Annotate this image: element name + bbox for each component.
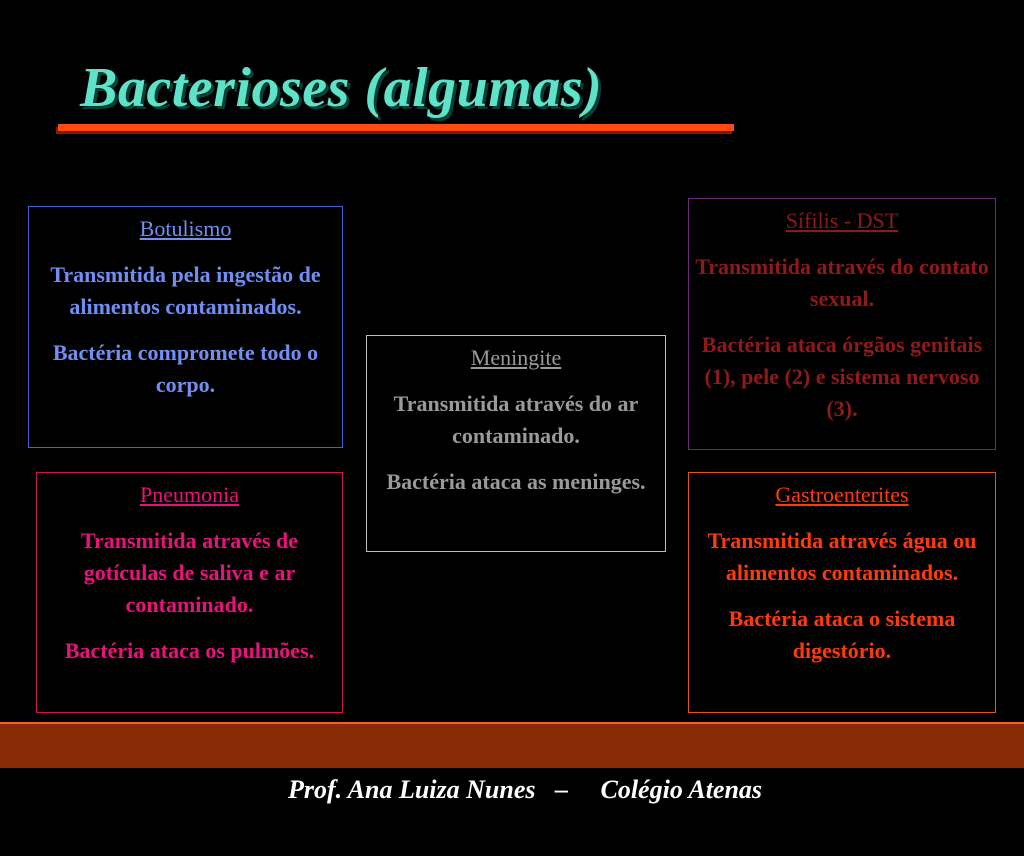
card-sifilis-transmission: Transmitida através do contato sexual. xyxy=(695,254,989,311)
card-sifilis-title: Sífilis - DST xyxy=(785,208,899,233)
footer-text: Prof. Ana Luiza Nunes – Colégio Atenas xyxy=(287,775,763,804)
card-pneumonia-title: Pneumonia xyxy=(140,482,239,507)
card-sifilis-effect: Bactéria ataca órgãos genitais (1), pele (2) e sistema nervoso (3). xyxy=(701,332,983,421)
card-gastroenterites xyxy=(688,472,996,713)
card-botulismo xyxy=(28,206,343,448)
card-botulismo-effect: Bactéria compromete todo o corpo. xyxy=(52,340,319,397)
card-botulismo-title: Botulismo xyxy=(139,216,232,241)
card-meningite-effect: Bactéria ataca as meninges. xyxy=(386,469,646,494)
card-gastroenterites-title: Gastroenterites xyxy=(775,482,909,507)
card-pneumonia-transmission: Transmitida através de gotículas de saliva e ar contaminado. xyxy=(80,528,299,617)
card-botulismo-transmission: Transmitida pela ingestão de alimentos contaminados. xyxy=(50,262,321,319)
card-meningite xyxy=(366,335,666,552)
card-pneumonia-effect: Bactéria ataca os pulmões. xyxy=(64,638,315,663)
footer xyxy=(0,722,1024,804)
card-pneumonia xyxy=(36,472,343,713)
card-gastroenterites-effect: Bactéria ataca o sistema digestório. xyxy=(728,606,956,663)
card-sifilis xyxy=(688,198,996,450)
card-gastroenterites-transmission: Transmitida através água ou alimentos contaminados. xyxy=(707,528,977,585)
slide-title: Bacterioses (algumas) xyxy=(80,57,603,119)
title-underline xyxy=(58,124,734,131)
card-meningite-title: Meningite xyxy=(470,345,562,370)
card-meningite-transmission: Transmitida através do ar contaminado. xyxy=(393,391,639,448)
